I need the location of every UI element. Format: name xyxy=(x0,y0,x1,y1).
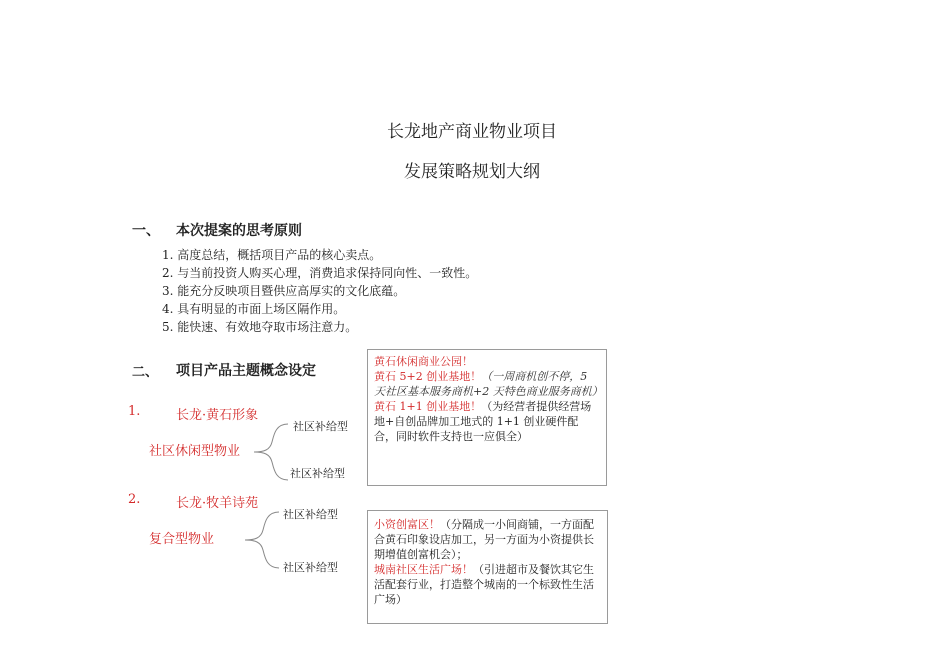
concept1-name: 长龙·黄石形象 xyxy=(176,408,259,423)
concept1-brace xyxy=(252,420,292,484)
concept2-name: 长龙·牧羊诗苑 xyxy=(176,496,259,511)
box2-line1-label: 小资创富区！ xyxy=(374,518,440,531)
concept1-description-box xyxy=(367,349,607,486)
list-item: 3. 能充分反映项目暨供应高厚实的文化底蕴。 xyxy=(162,284,406,298)
concept2-number: 2. xyxy=(128,492,141,507)
box2-line2-label: 城南社区生活广场！ xyxy=(374,563,473,576)
concept1-branch-bottom: 社区补给型 xyxy=(290,467,345,480)
document-title-line2: 发展策略规划大纲 xyxy=(404,162,540,182)
box1-line2-detail: （一周商机创不停，5 天社区基本服务商机+2 天特色商业服务商机） xyxy=(374,370,603,398)
box1-line2-label: 黄石 5+2 创业基地！ xyxy=(374,370,482,383)
box2-line1-detail: （分隔成一小间商铺，一方面配合黄石印象设店加工，另一方面为小资提供长期增值创富机会）； xyxy=(374,518,594,561)
concept2-type: 复合型物业 xyxy=(149,532,215,547)
concept2-brace xyxy=(243,508,283,572)
box1-line3-label: 黄石 1+1 创业基地！ xyxy=(374,400,482,413)
concept2-branch-bottom: 社区补给型 xyxy=(283,561,338,574)
concept1-number: 1. xyxy=(128,404,141,419)
concept2-description-box xyxy=(367,510,608,624)
concept2-branch-top: 社区补给型 xyxy=(283,508,338,521)
box1-line3-detail: （为经营者提供经营场地+自创品牌加工地式的 1+1 创业硬件配合，同时软件支持也一应俱全） xyxy=(374,400,592,443)
concept1-branch-top: 社区补给型 xyxy=(293,420,348,433)
section2-number: 二、 xyxy=(132,365,159,380)
box1-line1: 黄石休闲商业公园！ xyxy=(374,355,473,368)
list-item: 2. 与当前投资人购买心理，消费追求保持同向性、一致性。 xyxy=(162,266,478,280)
section1-number: 一、 xyxy=(132,223,160,239)
list-item: 1. 高度总结，概括项目产品的核心卖点。 xyxy=(162,248,382,262)
document-title-line1: 长龙地产商业物业项目 xyxy=(387,122,557,142)
list-item: 5. 能快速、有效地夺取市场注意力。 xyxy=(162,320,358,334)
box2-line2-detail: （引进超市及餐饮其它生活配套行业，打造整个城南的一个标致性生活广场） xyxy=(374,563,594,606)
concept1-type: 社区休闲型物业 xyxy=(149,444,241,459)
section1-heading: 本次提案的思考原则 xyxy=(176,223,302,239)
list-item: 4. 具有明显的市面上场区隔作用。 xyxy=(162,302,346,316)
section2-heading: 项目产品主题概念设定 xyxy=(176,363,316,379)
